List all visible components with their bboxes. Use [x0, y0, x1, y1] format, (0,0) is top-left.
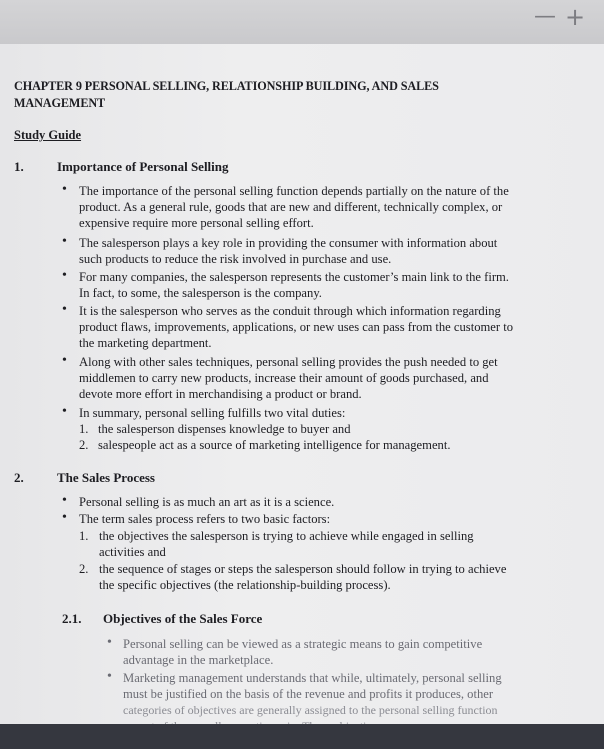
chapter-title-line-1: CHAPTER 9 PERSONAL SELLING, RELATIONSHIP BUILDING, AND SALES: [14, 79, 439, 93]
bullet-line: In fact, to some, the salesperson is the company.: [79, 286, 322, 300]
sub-number: 1.: [79, 422, 89, 436]
subsection-number: 2.1.: [62, 611, 82, 626]
bullet-line: expensive require more personal selling effort.: [79, 216, 314, 230]
bullet-line: categories of objectives are generally assigned to the personal selling function: [123, 703, 498, 717]
bullet-line: For many companies, the salesperson represents the customer’s main link to the firm.: [79, 270, 509, 284]
sub-number: 2.: [79, 562, 89, 576]
bullet-line: Marketing management understands that while, ultimately, personal selling: [123, 671, 502, 685]
bullet-icon: •: [107, 635, 112, 650]
sub-item-text: the salesperson dispenses knowledge to buyer and: [98, 422, 351, 436]
study-guide-heading: Study Guide: [14, 128, 82, 142]
sub-item-text: the specific objectives (the relationship-building process).: [99, 578, 391, 592]
bullet-line: Personal selling is as much an art as it is a science.: [79, 495, 335, 509]
bullet-line: product flaws, improvements, applications, or new uses can pass from the customer to: [79, 320, 514, 334]
document-page: [0, 44, 604, 724]
bullet-line: must be justified on the basis of the revenue and profits it produces, other: [123, 687, 494, 701]
subsection-title: Objectives of the Sales Force: [103, 611, 263, 626]
sub-item-text: salespeople act as a source of marketing intelligence for management.: [98, 438, 451, 452]
sub-number: 1.: [79, 529, 89, 543]
bullet-line: such products to reduce the risk involved in purchase and use.: [79, 252, 392, 266]
sub-item-text: the objectives the salesperson is trying to achieve while engaged in selling: [99, 529, 474, 543]
minimize-icon[interactable]: —: [534, 4, 556, 29]
bullet-line: The salesperson plays a key role in providing the consumer with information about: [79, 236, 498, 250]
bullet-icon: •: [62, 268, 67, 283]
chapter-title-line-2: MANAGEMENT: [14, 96, 106, 110]
bullet-line: It is the salesperson who serves as the conduit through which information regarding: [79, 304, 501, 318]
bullet-icon: •: [62, 404, 67, 419]
bullet-line: The term sales process refers to two basic factors:: [79, 512, 331, 526]
bullet-icon: •: [62, 510, 67, 525]
section-title: The Sales Process: [57, 470, 155, 485]
bullet-line: the marketing department.: [79, 336, 212, 350]
bullet-line: product. As a general rule, goods that are new and different, technically complex, or: [79, 200, 503, 214]
bullet-icon: •: [62, 493, 67, 508]
viewer-toolbar: [0, 0, 604, 44]
sub-item-text: activities and: [99, 545, 166, 559]
bullet-icon: •: [62, 302, 67, 317]
section-number: 1.: [14, 159, 24, 174]
taskbar: [0, 724, 604, 749]
bullet-icon: •: [107, 669, 112, 684]
bullet-icon: •: [62, 182, 67, 197]
bullet-line: In summary, personal selling fulfills two vital duties:: [79, 406, 346, 420]
bullet-line: The importance of the personal selling function depends partially on the nature of the: [79, 184, 509, 198]
section-title: Importance of Personal Selling: [57, 159, 229, 174]
bullet-line: advantage in the marketplace.: [123, 653, 274, 667]
bullet-line: Along with other sales techniques, personal selling provides the push needed to get: [79, 355, 498, 369]
section-number: 2.: [14, 470, 24, 485]
bullet-line: Personal selling can be viewed as a strategic means to gain competitive: [123, 637, 483, 651]
sub-number: 2.: [79, 438, 89, 452]
expand-icon[interactable]: +: [565, 3, 586, 31]
bullet-line: devote more effort in merchandising a product or brand.: [79, 387, 362, 401]
sub-item-text: the sequence of stages or steps the salesperson should follow in trying to achieve: [99, 562, 507, 576]
bullet-line: middlemen to carry new products, increase their amount of goods purchased, and: [79, 371, 489, 385]
bullet-icon: •: [62, 234, 67, 249]
bullet-icon: •: [62, 353, 67, 368]
